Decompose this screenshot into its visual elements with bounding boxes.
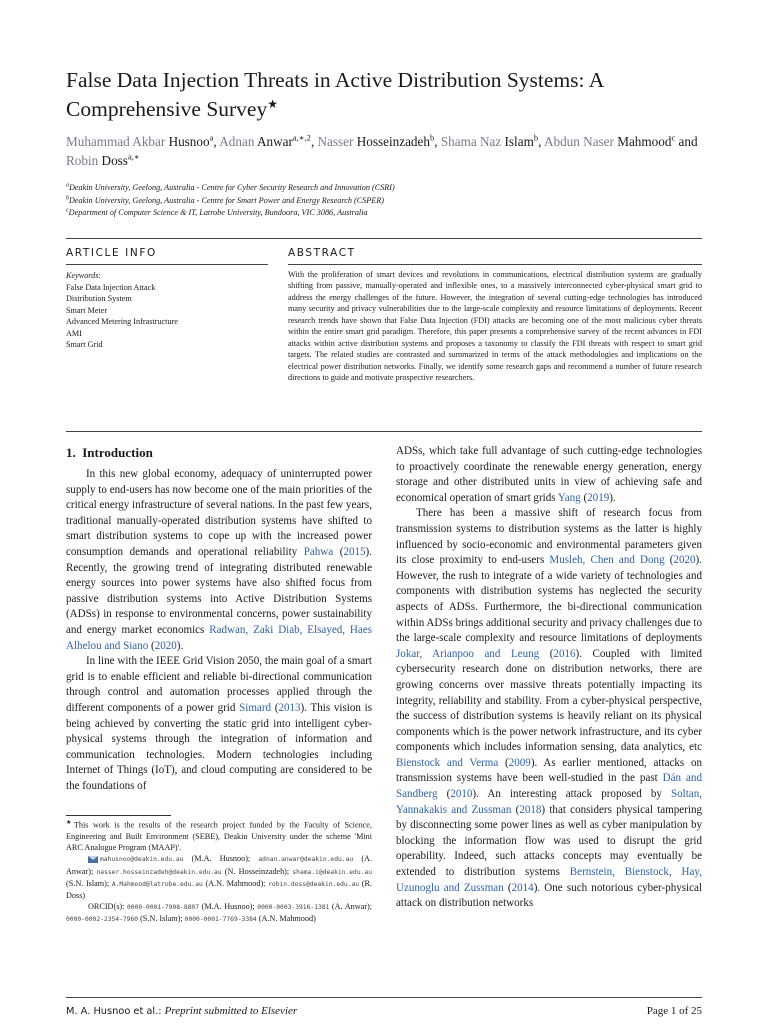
funding-footnote: ★This work is the results of the research project funded by the Faculty of Science, Engineering and Built Environment (SEBE), Deakin University under the scheme 'Mini ARC Analogue Program (MAAP)'. (66, 820, 372, 853)
title-footnote-mark: ★ (267, 96, 278, 111)
author-name: Robin Doss$^{a,∗}$ (66, 151, 140, 168)
citation-year-link[interactable]: 2016 (553, 647, 576, 660)
keywords-block: Keywords: False Data Injection Attack Distribution System Smart Meter Advanced Metering Infrastructure AMI Smart Grid (66, 270, 266, 351)
abstract-heading: ABSTRACT (288, 247, 356, 259)
email-icon (88, 856, 98, 863)
email-address[interactable]: adnan.anwar@deakin.edu.au (258, 856, 354, 864)
citation-year-link[interactable]: 2009 (508, 756, 531, 769)
citation-year-link[interactable]: 2015 (343, 545, 366, 558)
article-info-heading: ARTICLE INFO (66, 247, 157, 259)
intro-paragraph-1: In this new global economy, adequacy of uninterrupted power supply to end-users has now become one of the main priorities of the critical energy infrastructure of several nations. In the past few years, traditional manually-operated distribution systems have shifted to smart distribution systems to cope up with the increased power consumption demands and operational reliability Pahwa (2015). Recently, the growing trend of integrating distributed renewable energy sources into power systems have also shifted focus from passive distribution systems into Active Distribution Systems (ADSs) in response to environmental concerns, power sustainability and energy market economics Radwan, Zaki Diab, Elsayed, Haes Alhelou and Siano (2020). (66, 468, 372, 652)
citation-link[interactable]: Jokar, Arianpoo and Leung (396, 647, 540, 660)
intro-paragraph-4: There has been a massive shift of research focus from transmission systems to distribution systems as the latter is highly influenced by socio-economic and environmental parameters given its close proximity to end-users Musleh, Chen and Dong (2020). However, the rush to integrate of a wide variety of technologies and components with distribution systems has neglected the security aspects of ADSs. Furthermore, the bi-directional communication within ADSs brings additional security and privacy challenges due to the large-scale complexity and resource limitations of deployments Jokar, Arianpoo and Leung (2016). Coupled with limited cybersecurity research done on distribution networks, there are growing concerns over massive threats potentially impacting its integrity, reliability and stability. From a cyber-physical perspective, the success of distribution systems is heavily reliant on its physical components which is the power network infrastructure, and its cyber components which includes information sensing, data analytics, etc Bienstock and Verma (2009). As earlier mentioned, attacks on transmission systems have been well-studied in the past Dán and Sandberg (2010). An interesting attack proposed by Soltan, Yannakakis and Zussman (2018) that considers physical tampering by disconnecting some power lines as well as cyber manipulation by blocking the information flow was used to disrupt the grid operability. Indeed, such attacks concepts may eventually be extended to distribution systems Bernstein, Bienstock, Hay, Uzunoglu and Zussman (2014). One such notorious cyber-physical attack on distribution networks (396, 507, 702, 910)
orcid-footnote: ORCID(s): 0000-0001-7908-8807 (M.A. Husnoo); 0000-0003-3916-1381 (A. Anwar); 0000-0002-2354-7960 (S.N. Islam); 0000-0001-7769-3384 (A.N. Mahmood) (66, 902, 373, 924)
keyword-item: Smart Grid (66, 340, 103, 349)
intro-paragraph-2: In line with the IEEE Grid Vision 2050, the main goal of a smart grid is to enable efficient and reliable bi-directional communication through control and automation processes applied through the different components of a power grid Simard (2013). This vision is being achieved by converting the static grid into intelligent cyber-physical systems through the integration of information and communication technologies. Modern technologies including Internet of Things (IoT), and cloud computing are considered to be the foundations of (66, 655, 372, 792)
affiliation-a: $^a$Deakin University, Geelong, Australia - Centre for Cyber Security Research and Innovation (CSRI) (66, 182, 395, 192)
right-column (396, 444, 702, 912)
author-name: Nasser Hosseinzadeh$^b$ (317, 132, 435, 149)
citation-link[interactable]: Bienstock and Verma (396, 756, 499, 769)
email-address[interactable]: shama.i@deakin.edu.au (292, 868, 372, 876)
citation-link[interactable]: Yang (557, 491, 581, 504)
citation-link[interactable]: Radwan, Zaki Diab, Elsayed, Haes Alhelou and Siano (66, 623, 372, 652)
orcid-id[interactable]: 0000-0001-7908-8807 (126, 904, 200, 912)
citation-year-link[interactable]: 2013 (278, 701, 301, 714)
footer-citation: M. A. Husnoo et al.: Preprint submitted to Elsevier (66, 1005, 298, 1017)
orcid-id[interactable]: 0000-0003-3916-1381 (257, 904, 330, 912)
keyword-item: False Data Injection Attack (66, 282, 156, 292)
author-name: Abdun Naser Mahmood$^c$ (543, 132, 676, 149)
email-address[interactable]: nasser.hosseinzadeh@deakin.edu.au (96, 868, 222, 876)
affiliations (66, 182, 706, 220)
keyword-item: Smart Meter (66, 305, 108, 315)
email-address[interactable]: mahusnoo@deakin.edu.au (100, 856, 184, 864)
author-name: Muhammad Akbar Husnoo$^a$ (66, 132, 214, 149)
paper-title: False Data Injection Threats in Active Distribution Systems: A Comprehensive Survey★ (66, 68, 604, 121)
abstract-text: With the proliferation of smart devices and revolutions in communications, electrical distribution systems are gradually shifting from passive, manually-operated and inflexible ones, to a massively interconnected cyber-physical smart grid to address the energy challenges of the future. However, the integration of several cutting-edge technologies has introduced many security and privacy vulnerabilities due to the large-scale complexity and resource limitations of deployments. Recent research trends have shown that False Data Injection (FDI) attacks are becoming one of the most malicious cyber threats within the entire smart grid paradigm. Therefore, this paper presents a comprehensive survey of the recent advances in FDI attacks within active distribution systems and proposes a taxonomy to classify the FDI threats with respect to smart grid targets. The related studies are contrasted and summarized in terms of the attack methodologies and implications on the electrical power distribution networks. Finally, we identify some research gaps and recommend a number of future research directions to guide and motivate prospective researchers. (288, 270, 702, 383)
footer-rule (66, 997, 702, 998)
citation-year-link[interactable]: 2020 (673, 554, 696, 567)
orcid-id[interactable]: 0000-0001-7769-3384 (184, 916, 257, 924)
keyword-item: Distribution System (66, 294, 132, 303)
email-address[interactable]: robin.doss@deakin.edu.au (268, 880, 360, 888)
orcid-id[interactable]: 0000-0002-2354-7960 (66, 916, 139, 924)
header-rule (66, 238, 702, 239)
keywords-label: Keywords (66, 271, 99, 280)
author-name: Shama Naz Islam$^b$ (440, 132, 539, 149)
citation-link[interactable]: Musleh, Chen and Dong (549, 554, 665, 567)
citation-link[interactable]: Soltan, Yannakakis and Zussman (396, 788, 702, 816)
citation-link[interactable]: Pahwa (303, 545, 334, 558)
email-address[interactable]: A.Mahmood@latrobe.edu.au (111, 880, 203, 888)
author-name: Adnan Anwar$^{a,∗,2}$ (219, 132, 311, 149)
citation-link[interactable]: Bernstein, Bienstock, Hay, Uzunoglu and Zussman (396, 866, 702, 894)
section-heading-introduction: 1. Introduction (66, 445, 153, 460)
citation-link[interactable]: Dán and Sandberg (396, 772, 702, 801)
email-footnote: mahusnoo@deakin.edu.au (M.A. Husnoo); adnan.anwar@deakin.edu.au (A. Anwar); nasser.hosseinzadeh@deakin.edu.au (N. Hosseinzadeh); shama.i@deakin.edu.au (S.N. Islam); A.Mahmood@latrobe.edu.au (A.N. Mahmood); robin.doss@deakin.edu.au (R. Doss) (66, 854, 373, 900)
page-number: Page 1 of 25 (646, 1005, 702, 1017)
citation-year-link[interactable]: 2019 (587, 491, 610, 504)
article-info-rule (66, 264, 268, 265)
abstract-rule (288, 264, 702, 265)
keyword-item: AMI (66, 328, 82, 338)
intro-paragraph-3: ADSs, which take full advantage of such cutting-edge technologies to proactively coordinate the renewable energy generation, energy storage and other distributed units in view of achieving safe and economical operation of smart grids Yang (2019). (396, 445, 702, 504)
left-column (66, 467, 372, 794)
author-list: Muhammad Akbar Husnoo$^a$, Adnan Anwar$^{a,∗,2}$, Nasser Hosseinzadeh$^b$, Shama Naz Islam$^b$, Abdun Naser Mahmood$^c$ and Robin Doss$^{a,∗}$ (66, 132, 698, 168)
citation-year-link[interactable]: 2018 (519, 803, 542, 816)
citation-year-link[interactable]: 2020 (154, 639, 177, 652)
keyword-item: Advanced Metering Infrastructure (66, 317, 178, 326)
citation-year-link[interactable]: 2014 (511, 881, 534, 894)
affiliation-b: $^b$Deakin University, Geelong, Australia - Centre for Smart Power and Energy Research (CSPER) (66, 194, 385, 205)
citation-link[interactable]: Simard (239, 701, 272, 714)
affiliation-c: $^c$Department of Computer Science & IT, Latrobe University, Bundoora, VIC 3086, Australia (66, 207, 368, 217)
abstract-bottom-rule (66, 431, 702, 432)
citation-year-link[interactable]: 2010 (450, 788, 473, 801)
footnote-rule (66, 815, 171, 816)
footnotes (66, 818, 372, 926)
